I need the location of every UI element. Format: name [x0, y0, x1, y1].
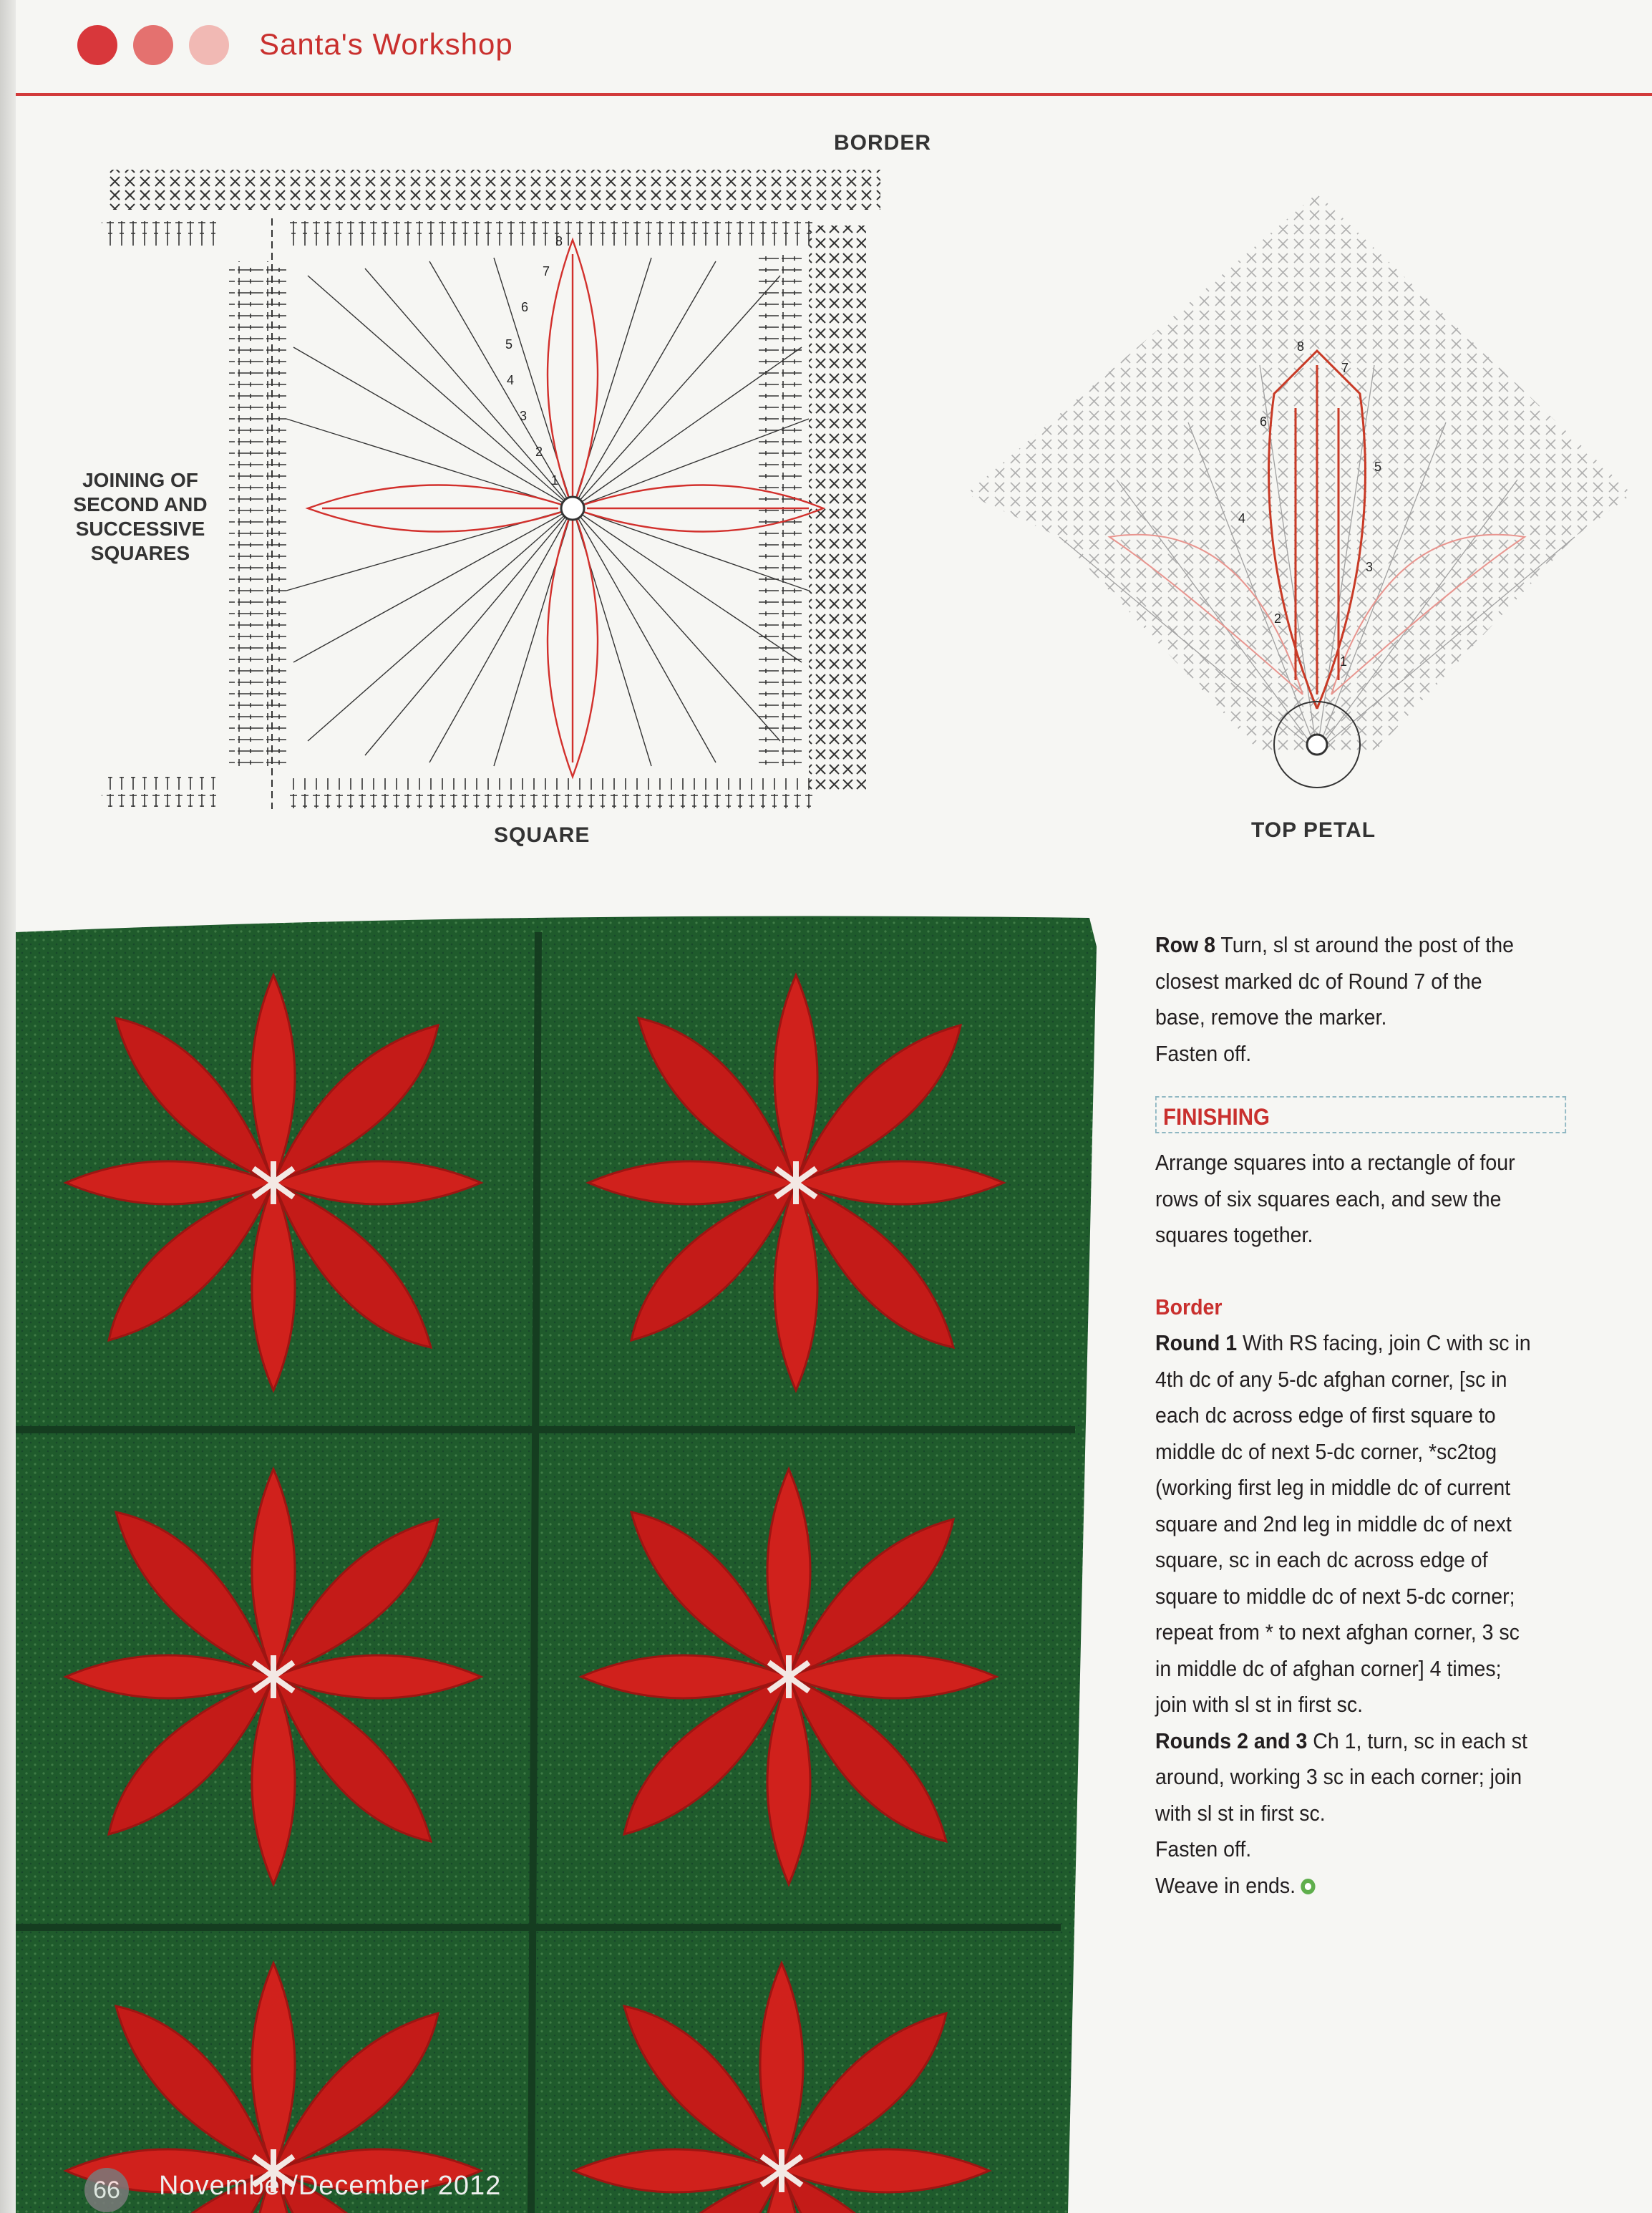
row-number: 2	[1274, 611, 1282, 626]
dot-icon	[77, 25, 117, 65]
finishing-title: FINISHING	[1163, 1104, 1270, 1130]
rounds23-label: Rounds 2 and 3	[1155, 1728, 1308, 1753]
poinsettia-square	[588, 975, 1004, 1390]
weave-paragraph	[1155, 1868, 1537, 1904]
round-number: 8	[555, 234, 563, 248]
round-number: 5	[505, 337, 513, 352]
joining-stitches-top	[102, 218, 216, 248]
round1-paragraph	[1155, 1325, 1537, 1723]
rounds23-end: Fasten off.	[1155, 1836, 1252, 1861]
row8-label: Row 8	[1155, 932, 1215, 957]
row-number: 3	[1366, 560, 1374, 574]
border-stitches	[107, 170, 880, 210]
petal-center-ring	[1307, 735, 1327, 755]
square-bottom-edge	[286, 778, 816, 808]
border-label: BORDER	[834, 131, 932, 155]
row-number: 1	[1340, 654, 1348, 669]
issue-date: November/December 2012	[159, 2171, 502, 2201]
round-number: 1	[551, 473, 559, 488]
end-mark-icon	[1301, 1879, 1315, 1894]
joining-label: JOINING OF SECOND AND SUCCESSIVE SQUARES	[73, 469, 208, 564]
square-right-edge	[759, 254, 802, 770]
row-number: 5	[1374, 460, 1382, 474]
joining-stitches-bottom	[102, 777, 216, 807]
row8-paragraph	[1155, 927, 1537, 1036]
dot-icon	[189, 25, 229, 65]
instructions-column	[1155, 927, 1537, 1904]
round-number: 4	[507, 373, 515, 387]
radial-stitches	[286, 258, 809, 766]
top-petal-chart	[945, 179, 1646, 823]
row-number: 4	[1238, 511, 1246, 526]
dot-icon	[133, 25, 173, 65]
poinsettia-square	[66, 1469, 481, 1884]
row8-end: Fasten off.	[1155, 1040, 1252, 1066]
square-top-edge	[286, 218, 816, 248]
rounds23-text: Ch 1, turn, sc in each st around, working 3 sc in each corner; join with sl st in first sc.	[1155, 1728, 1527, 1826]
row-number: 7	[1341, 361, 1349, 375]
row8-text: Turn, sl st around the post of the closest marked dc of Round 7 of the base, remove the marker.	[1155, 932, 1514, 1030]
header-rule	[16, 93, 1652, 96]
round-number: 6	[521, 300, 529, 314]
afghan-photo	[16, 904, 1097, 2213]
round1-text: With RS facing, join C with sc in 4th dc of any 5-dc afghan corner, [sc in each dc across edge of first square to middle dc of next 5-dc corner, *sc2tog (working first leg in middle dc of current square and 2nd leg in middle dc of next square, sc in each dc across edge of square to middle dc of next 5-dc corner; repeat from * to next afghan corner, 3 sc in middle dc of afghan corner] 4 times; join with sl st in first sc.	[1155, 1330, 1531, 1717]
row-number: 6	[1260, 415, 1268, 429]
square-label: SQUARE	[494, 823, 591, 847]
round-number: 3	[520, 409, 528, 423]
poinsettia-square	[581, 1469, 996, 1884]
finishing-heading-box	[1155, 1096, 1566, 1133]
border-title: Border	[1155, 1294, 1223, 1319]
square-left-edge	[229, 261, 286, 770]
rounds23-paragraph	[1155, 1723, 1537, 1832]
petal-border-stitches	[966, 193, 1632, 752]
border-stitches-right	[809, 226, 866, 791]
round-number: 2	[535, 445, 543, 459]
header-dots	[77, 25, 229, 65]
section-title: Santa's Workshop	[259, 27, 513, 61]
page-spine	[0, 0, 16, 2213]
center-ring	[561, 497, 584, 520]
finishing-text: Arrange squares into a rectangle of four rows of six squares each, and sew the squares together.	[1155, 1150, 1515, 1247]
round1-label: Round 1	[1155, 1330, 1238, 1355]
row-number: 8	[1297, 339, 1305, 354]
page-number: 66	[84, 2168, 129, 2212]
poinsettia-square	[66, 975, 481, 1390]
round-number: 7	[543, 264, 550, 279]
weave-text: Weave in ends.	[1155, 1872, 1296, 1898]
top-petal-label: TOP PETAL	[1251, 818, 1376, 842]
